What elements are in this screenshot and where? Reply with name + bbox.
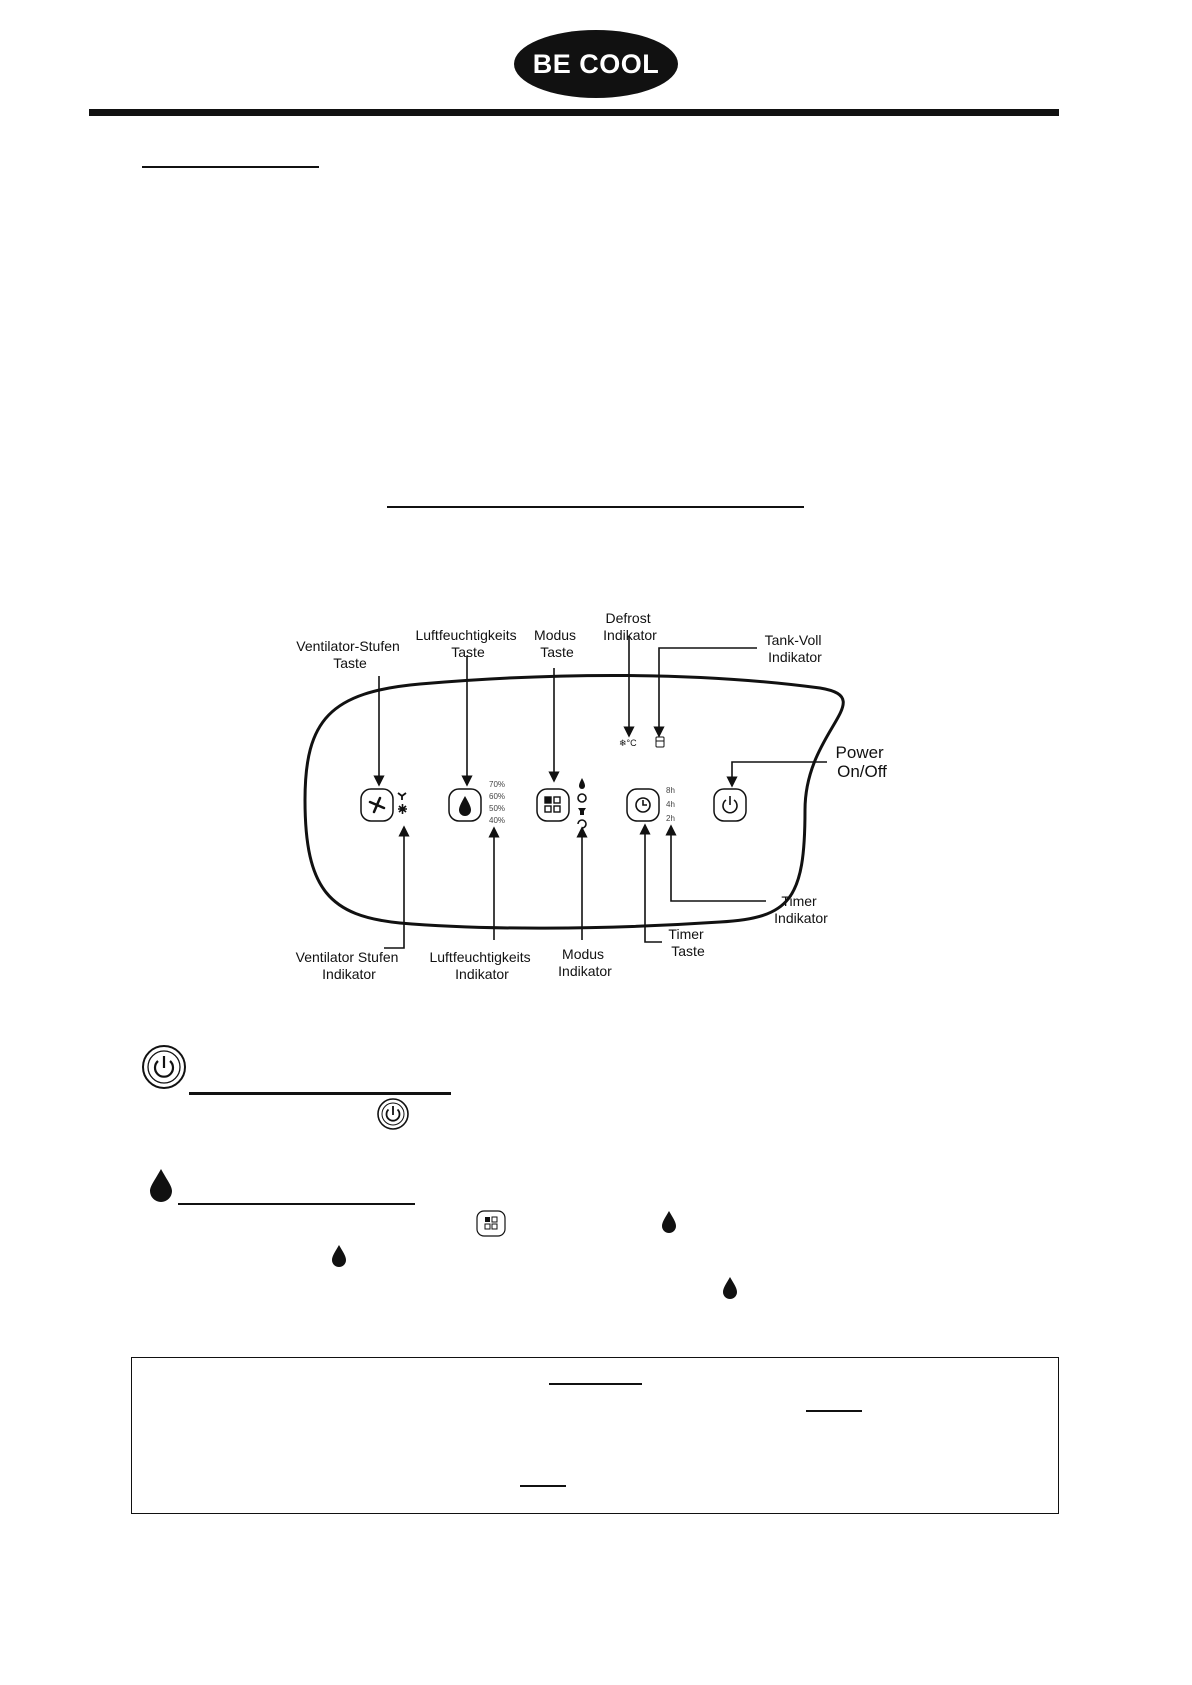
label-defrost-indicator: Defrost Indikator — [603, 610, 657, 643]
tank-full-icon — [656, 737, 664, 747]
label-tank-full-indicator: Tank-Voll Indikator — [764, 632, 822, 665]
water-drop-icon — [147, 1168, 175, 1202]
label-humidity-button: Luftfeuchtigkeits Taste — [415, 627, 517, 660]
control-panel-diagram — [0, 600, 1192, 1000]
humidity-level: 70% — [489, 780, 506, 789]
fan-button[interactable] — [361, 789, 393, 821]
label-timer-indicator: Timer Indikator — [774, 893, 828, 926]
defrost-symbol: ❄°C — [619, 738, 637, 748]
note-underline — [549, 1383, 642, 1385]
humidity-button[interactable] — [449, 789, 481, 821]
water-drop-icon — [660, 1210, 678, 1235]
timer-button[interactable] — [627, 789, 659, 821]
power-button[interactable] — [714, 789, 746, 821]
note-underline — [520, 1485, 566, 1487]
timer-level: 4h — [666, 800, 675, 809]
fan-speed-indicator-icons — [398, 793, 407, 814]
power-section-underline — [189, 1092, 451, 1095]
mode-button[interactable] — [537, 789, 569, 821]
humidity-section-underline — [178, 1203, 415, 1205]
timer-levels — [666, 786, 675, 823]
humidity-level: 60% — [489, 792, 506, 801]
label-fan-button: Ventilator-Stufen Taste — [296, 638, 400, 671]
timer-level: 8h — [666, 786, 675, 795]
label-humidity-indicator: Luftfeuchtigkeits Indikator — [429, 949, 531, 982]
section-title-underline — [387, 506, 804, 508]
water-drop-icon — [330, 1244, 348, 1269]
note-box — [131, 1357, 1059, 1514]
label-mode-indicator: Modus Indikator — [558, 946, 612, 979]
power-icon — [375, 1097, 411, 1131]
brand-logo-text: BE COOL — [514, 30, 678, 98]
mode-icon — [476, 1210, 506, 1237]
humidity-level: 50% — [489, 804, 506, 813]
label-timer-button: Timer Taste — [668, 926, 705, 959]
label-power: Power On/Off — [835, 743, 887, 781]
water-drop-icon — [721, 1276, 739, 1301]
mode-indicator-icons — [578, 778, 586, 828]
power-icon — [141, 1044, 187, 1090]
timer-level: 2h — [666, 814, 675, 823]
label-mode-button: Modus Taste — [534, 627, 577, 660]
header-rule — [89, 109, 1059, 116]
label-fan-indicator: Ventilator Stufen Indikator — [295, 949, 399, 982]
note-underline — [806, 1410, 862, 1412]
brand-logo — [514, 30, 678, 98]
humidity-level: 40% — [489, 816, 506, 825]
humidity-levels — [489, 780, 505, 825]
heading-underline — [142, 166, 319, 168]
